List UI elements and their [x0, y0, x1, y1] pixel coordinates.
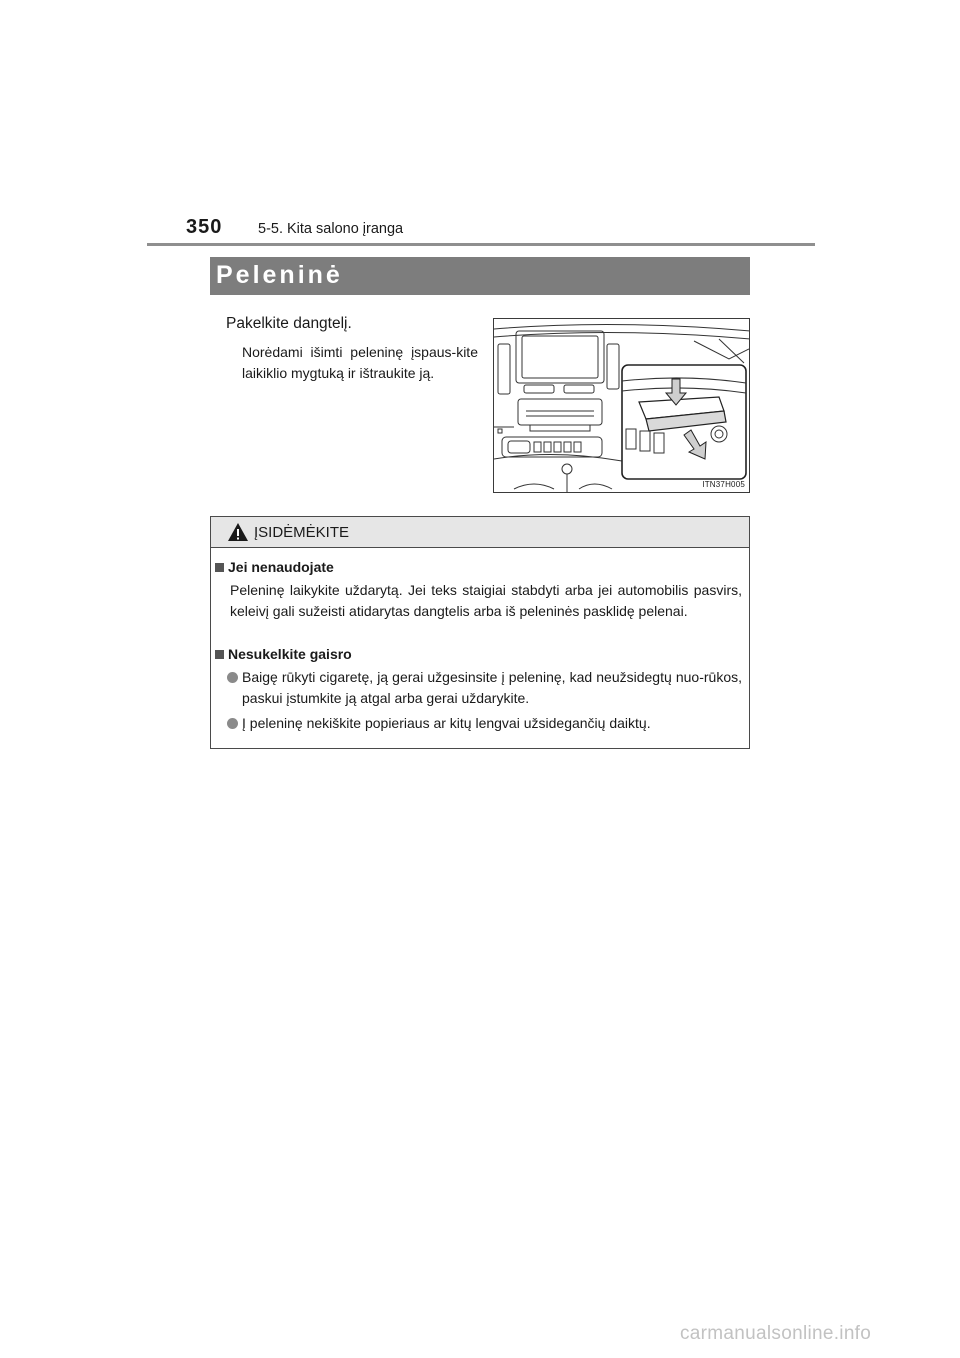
caution-heading-2-label: Nesukelkite gaisro — [228, 646, 352, 662]
section-label: 5-5. Kita salono įranga — [258, 221, 404, 237]
square-bullet-icon — [215, 563, 224, 572]
circle-bullet-icon — [227, 672, 238, 683]
circle-bullet-icon — [227, 718, 238, 729]
title-bar — [210, 257, 750, 295]
step-text: Pakelkite dangtelį. — [226, 315, 352, 332]
warning-icon — [227, 522, 249, 542]
caution-header — [211, 517, 749, 548]
caution-bullet-1: Baigę rūkyti cigaretę, ją gerai užgesinsite į peleninę, kad neužsidegtų nuo-rūkos, paskui įstumkite ją atgal arba gerai uždarykite. — [242, 669, 742, 706]
caution-heading-1 — [215, 559, 334, 575]
page-title: Peleninė — [216, 261, 343, 289]
square-bullet-icon — [215, 650, 224, 659]
watermark: carmanualsonline.info — [680, 1323, 872, 1344]
caution-heading-2 — [215, 646, 352, 662]
ashtray-illustration — [493, 318, 750, 493]
step-note: Norėdami išimti peleninę įspaus-kite laikiklio mygtuką ir ištraukite ją. — [242, 344, 478, 381]
caution-paragraph-1: Peleninę laikykite uždarytą. Jei teks staigiai stabdyti arba jei automobilis pasvirs, keleivį gali sužeisti atidarytas dangtelis arba iš peleninės pasklidę pelenai. — [230, 582, 742, 619]
caution-heading-1-label: Jei nenaudojate — [228, 559, 334, 575]
figure-code: ITN37H005 — [702, 480, 745, 489]
caution-bullet-2: Į peleninę nekiškite popieriaus ar kitų lengvai užsidegančių daiktų. — [242, 715, 651, 731]
header-rule — [147, 243, 815, 246]
caution-box — [210, 516, 750, 749]
dashboard-drawing — [494, 319, 750, 493]
caution-title: ĮSIDĖMĖKITE — [254, 524, 350, 541]
page-number: 350 — [186, 216, 223, 238]
